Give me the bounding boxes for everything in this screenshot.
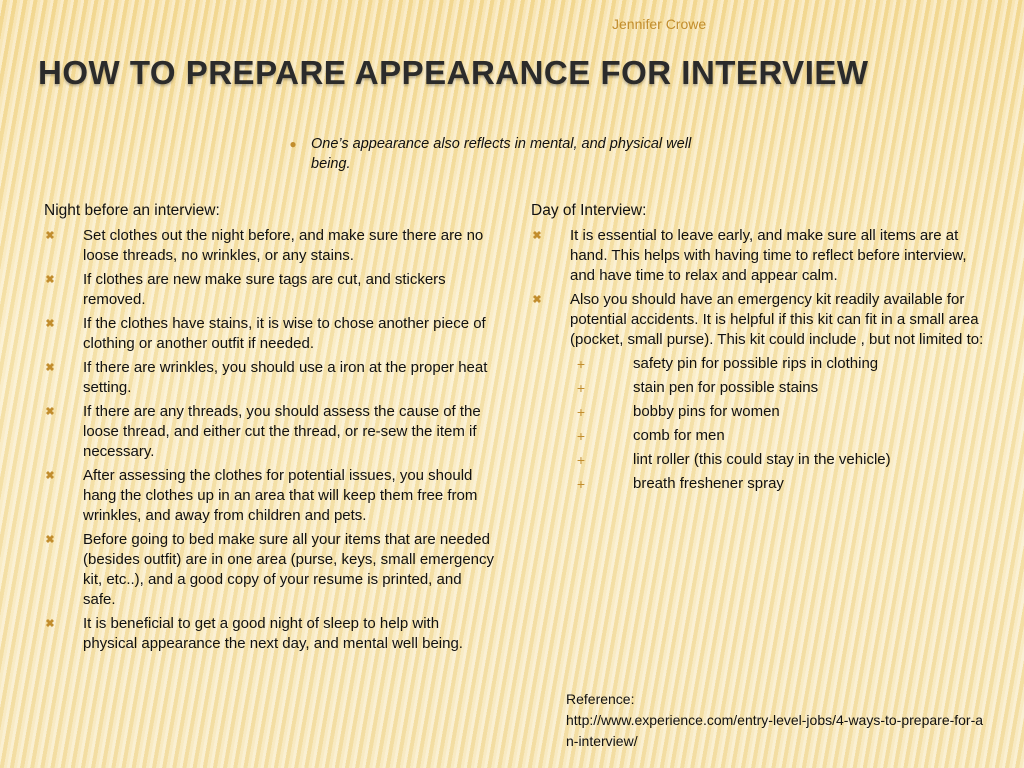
list-item-text: It is essential to leave early, and make sure all items are at hand. This helps with having time to reflect before interview, and have time to relax and appear calm.	[570, 227, 967, 284]
reference-url[interactable]: http://www.experience.com/entry-level-jobs/4-ways-to-prepare-for-an-interview/	[566, 712, 984, 749]
intro-note	[283, 134, 701, 174]
kit-item	[531, 450, 993, 470]
x-mark-icon: ✖	[45, 362, 55, 374]
plus-icon: +	[576, 476, 586, 492]
night-before-heading: Night before an interview:	[44, 202, 220, 219]
list-item	[44, 402, 496, 462]
night-before-list	[44, 226, 496, 654]
x-mark-icon: ✖	[45, 534, 55, 546]
list-item	[44, 314, 496, 354]
emergency-kit-list	[531, 354, 993, 494]
plus-icon: +	[576, 428, 586, 444]
kit-item-text: breath freshener spray	[633, 475, 784, 492]
kit-item-text: safety pin for possible rips in clothing	[633, 355, 879, 372]
kit-item	[531, 354, 993, 374]
list-item-text: Before going to bed make sure all your items that are needed (besides outfit) are in one area (purse, keys, small emergency kit, etc..), and a good copy of your resume is printed, and safe.	[83, 531, 495, 608]
list-item-text: If there are wrinkles, you should use a iron at the proper heat setting.	[83, 359, 488, 396]
plus-icon: +	[576, 452, 586, 468]
list-item	[44, 614, 496, 654]
kit-item-text: comb for men	[633, 427, 725, 444]
night-before-column	[44, 200, 496, 658]
list-item	[531, 226, 993, 286]
x-mark-icon: ✖	[45, 406, 55, 418]
list-item-text: It is beneficial to get a good night of sleep to help with physical appearance the next day, and mental well being.	[83, 615, 463, 652]
day-of-heading: Day of Interview:	[531, 202, 647, 219]
list-item-text: If the clothes have stains, it is wise to chose another piece of clothing or another outfit if needed.	[83, 315, 486, 352]
list-item-text: Also you should have an emergency kit readily available for potential accidents. It is helpful if this kit can fit in a small area (pocket, small purse). This kit could include , but not limited to:	[570, 291, 984, 348]
kit-item-text: bobby pins for women	[633, 403, 780, 420]
list-item	[44, 226, 496, 266]
intro-text: One’s appearance also reflects in mental, and physical well being.	[311, 136, 692, 172]
x-mark-icon: ✖	[45, 318, 55, 330]
list-item-text: After assessing the clothes for potential issues, you should hang the clothes up in an area that will keep them free from wrinkles, and away from children and pets.	[83, 467, 478, 524]
kit-item	[531, 402, 993, 422]
x-mark-icon: ✖	[45, 618, 55, 630]
reference-block	[566, 689, 986, 752]
list-item-text: If there are any threads, you should assess the cause of the loose thread, and either cut the thread, or re-sew the item if necessary.	[83, 403, 481, 460]
x-mark-icon: ✖	[45, 230, 55, 242]
list-item	[531, 290, 993, 350]
list-item	[44, 270, 496, 310]
plus-icon: +	[576, 356, 586, 372]
list-item-text: If clothes are new make sure tags are cut, and stickers removed.	[83, 271, 446, 308]
list-item	[44, 358, 496, 398]
x-mark-icon: ✖	[532, 230, 542, 242]
dot-bullet-icon: ●	[289, 137, 297, 151]
x-mark-icon: ✖	[532, 294, 542, 306]
x-mark-icon: ✖	[45, 274, 55, 286]
kit-item-text: stain pen for possible stains	[633, 379, 819, 396]
kit-item	[531, 378, 993, 398]
kit-item-text: lint roller (this could stay in the vehicle)	[633, 451, 891, 468]
list-item	[44, 466, 496, 526]
kit-item	[531, 474, 993, 494]
author-name: Jennifer Crowe	[612, 16, 707, 32]
slide-title: HOW TO PREPARE APPEARANCE FOR INTERVIEW	[38, 54, 869, 91]
day-of-column	[531, 200, 993, 498]
list-item	[44, 530, 496, 610]
day-of-list	[531, 226, 993, 350]
plus-icon: +	[576, 380, 586, 396]
plus-icon: +	[576, 404, 586, 420]
list-item-text: Set clothes out the night before, and make sure there are no loose threads, no wrinkles, or any stains.	[83, 227, 484, 264]
reference-label: Reference:	[566, 691, 635, 707]
kit-item	[531, 426, 993, 446]
x-mark-icon: ✖	[45, 470, 55, 482]
